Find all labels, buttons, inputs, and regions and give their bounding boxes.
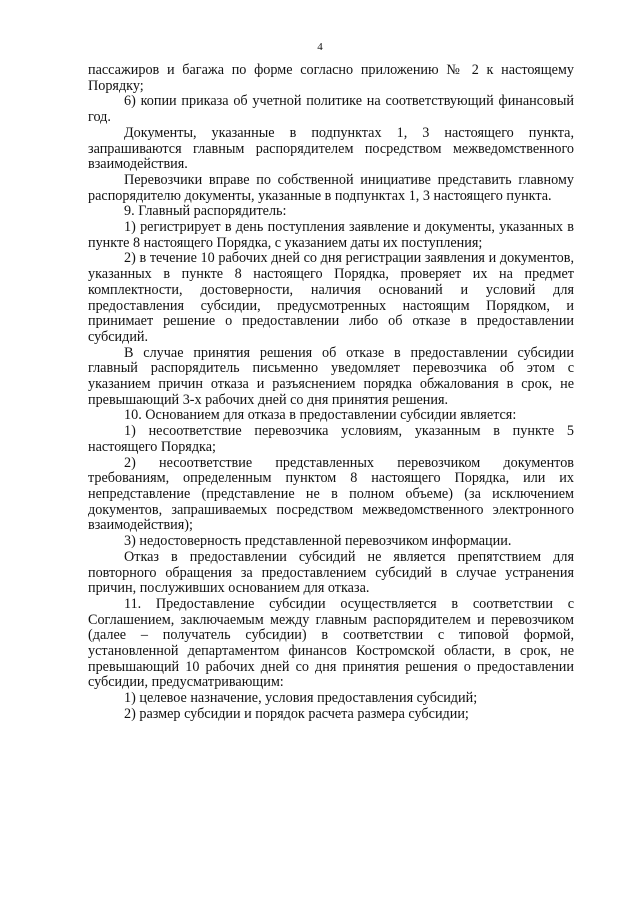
paragraph: 11. Предоставление субсидии осуществляется в соответствии с Соглашением, заключаемым между главным распорядителем и перевозчиком (далее – получатель субсидии) в соответствии с типовой формой, установленной департаментом финансов Костромской области, в срок, не превышающий 10 рабочих дней со дня принятия решения о предоставлении субсидии, предусматривающим: [88,595,574,691]
paragraph: 3) недостоверность представленной перевозчиком информации. [124,533,512,550]
paragraph: 2) несоответствие представленных перевозчиком документов требованиям, определенным пунктом 8 настоящего Порядка, или их непредставление (представление не в полном объеме) (за исключением документов, запрашиваемых посредством межведомственного электронного взаимодействия); [88,454,574,534]
paragraph: 2) размер субсидии и порядок расчета размера субсидии; [124,705,469,722]
paragraph: Перевозчики вправе по собственной инициативе представить главному распорядителю документы, указанные в подпунктах 1, 3 настоящего пункта. [88,171,574,204]
paragraph: Отказ в предоставлении субсидий не является препятствием для повторного обращения за предоставлением субсидий в случае устранения причин, послуживших основанием для отказа. [88,548,574,597]
paragraph: 1) регистрирует в день поступления заявление и документы, указанных в пункте 8 настоящего Порядка, с указанием даты их поступления; [88,219,574,251]
paragraph: 1) несоответствие перевозчика условиям, указанным в пункте 5 настоящего Порядка; [88,423,574,455]
paragraph: В случае принятия решения об отказе в предоставлении субсидии главный распорядитель письменно уведомляет перевозчика об этом с указанием причин отказа и разъяснением порядка обжалования в срок, не превышающий 3-х рабочих дней со дня принятия решения. [88,344,574,408]
paragraph: 2) в течение 10 рабочих дней со дня регистрации заявления и документов, указанных в пункте 8 настоящего Порядка, проверяет их на предмет комплектности, достоверности, наличия оснований и условий для предоставления субсидии, предусмотренных настоящим Порядком, и принимает решение о предоставлении либо об отказе в предоставлении субсидий. [88,250,574,345]
paragraph: пассажиров и багажа по форме согласно приложению № 2 к настоящему Порядку; [88,62,574,94]
paragraph: 1) целевое назначение, условия предоставления субсидий; [124,690,478,707]
page-number: 4 [317,41,323,53]
paragraph: 10. Основанием для отказа в предоставлении субсидии является: [124,407,517,424]
paragraph: 6) копии приказа об учетной политике на соответствующий финансовый год. [88,93,574,126]
paragraph: 9. Главный распорядитель: [124,203,287,220]
paragraph: Документы, указанные в подпунктах 1, 3 настоящего пункта, запрашиваются главным распорядителем посредством межведомственного взаимодействия. [88,124,574,173]
document-body [88,63,574,723]
